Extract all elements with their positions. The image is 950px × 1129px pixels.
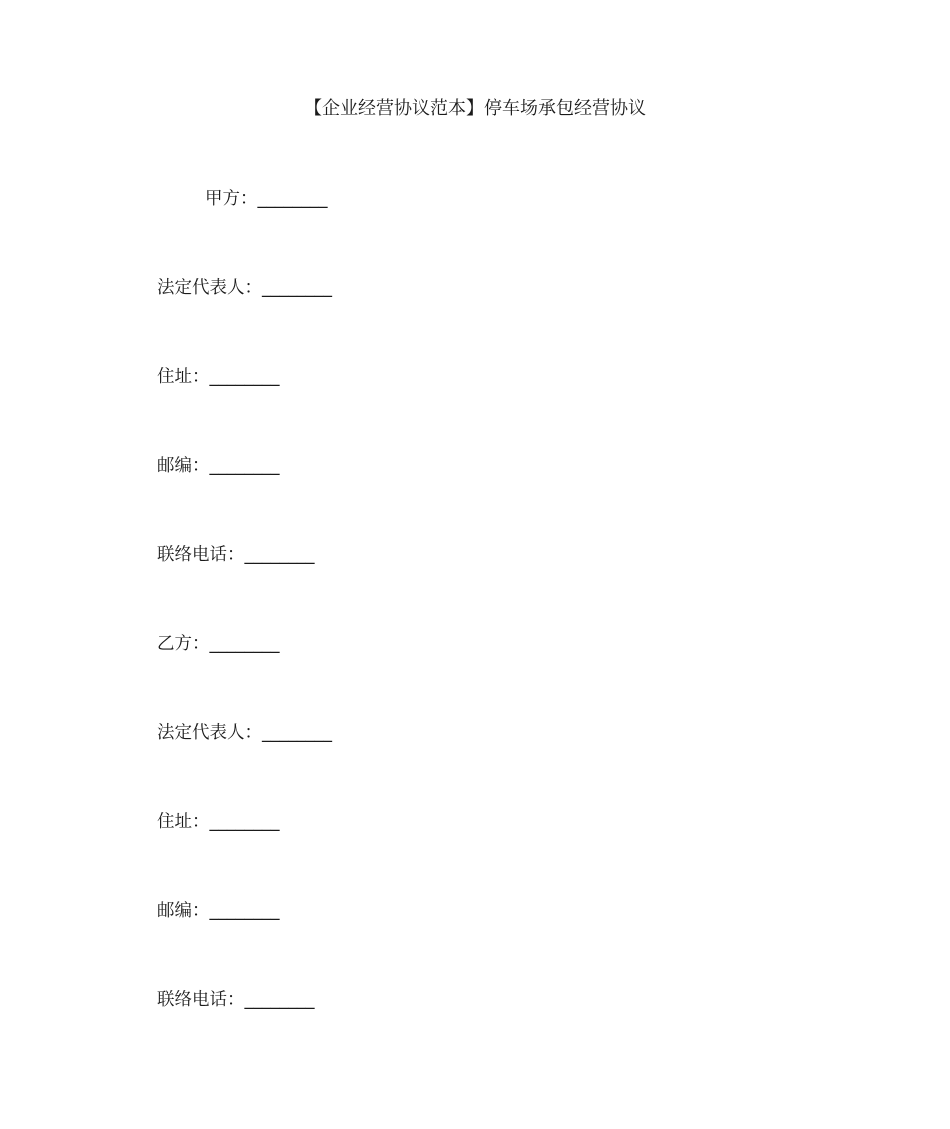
- party-a-legal-representative-field: 法定代表人：________: [157, 278, 332, 298]
- party-b-address-field: 住址：________: [157, 812, 280, 832]
- party-a-postcode-field: 邮编：________: [157, 456, 280, 476]
- document-title: 【企业经营协议范本】停车场承包经营协议: [304, 98, 646, 119]
- party-a-phone-field: 联络电话：________: [157, 545, 315, 565]
- party-b-phone-field: 联络电话：________: [157, 990, 315, 1010]
- party-b-field: 乙方：________: [157, 634, 280, 654]
- party-b-legal-representative-field: 法定代表人：________: [157, 723, 332, 743]
- party-a-field: 甲方：________: [205, 189, 328, 209]
- party-a-address-field: 住址：________: [157, 367, 280, 387]
- party-b-postcode-field: 邮编：________: [157, 901, 280, 921]
